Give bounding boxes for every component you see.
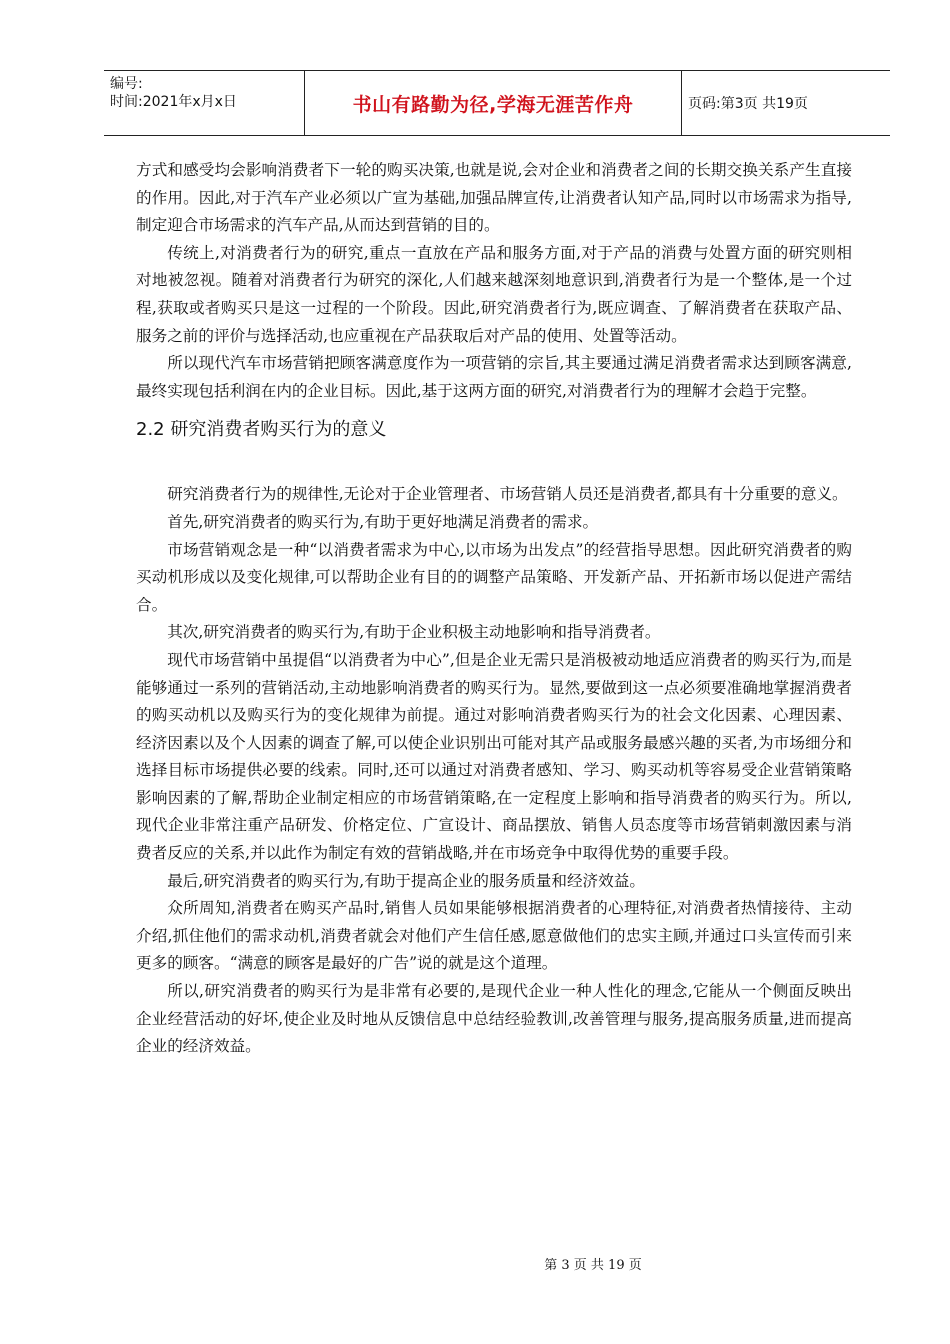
footer-page-number: 第 3 页 共 19 页: [544, 1258, 642, 1273]
body-paragraph: 其次,研究消费者的购买行为,有助于企业积极主动地影响和指导消费者。: [167, 623, 661, 642]
page-header: [104, 70, 890, 136]
body-paragraph: 研究消费者行为的规律性,无论对于企业管理者、市场营销人员还是消费者,都具有十分重要的意义。: [167, 485, 848, 504]
header-motto: 书山有路勤为径,学海无涯苦作舟: [352, 93, 634, 116]
header-meta: [104, 71, 305, 135]
paragraph-group-intro: [136, 157, 852, 405]
section-spacer: [136, 449, 852, 481]
body-paragraph: 所以现代汽车市场营销把顾客满意度作为一项营销的宗旨,其主要通过满足消费者需求达到顾客满意,最终实现包括利润在内的企业目标。因此,基于这两方面的研究,对消费者行为的理解才会趋于完整。: [136, 354, 852, 400]
body-paragraph: 现代市场营销中虽提倡“以消费者为中心”,但是企业无需只是消极被动地适应消费者的购买行为,而是能够通过一系列的营销活动,主动地影响消费者的购买行为。显然,要做到这一点必须要准确地掌握消费者的购买动机以及购买行为的变化规律为前提。通过对影响消费者购买行为的社会文化因素、心理因素、经济因素以及个人因素的调查了解,可以使企业识别出可能对其产品或服务最感兴趣的买者,为市场细分和选择目标市场提供必要的线索。同时,还可以通过对消费者感知、学习、购买动机等容易受企业营销策略影响因素的了解,帮助企业制定相应的市场营销策略,在一定程度上影响和指导消费者的购买行为。所以,现代企业非常注重产品研发、价格定位、广宣设计、商品摆放、销售人员态度等市场营销刺激因素与消费者反应的关系,并以此作为制定有效的营销战略,并在市场竞争中取得优势的重要手段。: [136, 650, 852, 863]
body-paragraph: 方式和感受均会影响消费者下一轮的购买决策,也就是说,会对企业和消费者之间的长期交换关系产生直接的作用。因此,对于汽车产业必须以广宣为基础,加强品牌宣传,让消费者认知产品,同时以市场需求为指导,制定迎合市场需求的汽车产品,从而达到营销的目的。: [136, 161, 852, 235]
document-number-label: 编号:: [110, 76, 143, 92]
page-footer: [0, 1254, 950, 1273]
body-paragraph: 众所周知,消费者在购买产品时,销售人员如果能够根据消费者的心理特征,对消费者热情接待、主动介绍,抓住他们的需求动机,消费者就会对他们产生信任感,愿意做他们的忠实主顾,并通过口头宣传而引来更多的顾客。“满意的顾客是最好的广告”说的就是这个道理。: [136, 899, 852, 973]
body-paragraph: 市场营销观念是一种“以消费者需求为中心,以市场为出发点”的经营指导思想。因此研究消费者的购买动机形成以及变化规律,可以帮助企业有目的的调整产品策略、开发新产品、开拓新市场以促进产需结合。: [136, 540, 852, 614]
body-paragraph: 传统上,对消费者行为的研究,重点一直放在产品和服务方面,对于产品的消费与处置方面的研究则相对地被忽视。随着对消费者行为研究的深化,人们越来越深刻地意识到,消费者行为是一个整体,是一个过程,获取或者购买只是这一过程的一个阶段。因此,研究消费者行为,既应调查、了解消费者在获取产品、服务之前的评价与选择活动,也应重视在产品获取后对产品的使用、处置等活动。: [136, 243, 852, 345]
page-info-text: 页码:第3页 共19页: [688, 96, 808, 112]
body-paragraph: 最后,研究消费者的购买行为,有助于提高企业的服务质量和经济效益。: [167, 871, 645, 890]
paragraph-group-section: [136, 481, 852, 1060]
header-motto-cell: [305, 71, 682, 135]
header-page-info: [682, 71, 890, 135]
body-paragraph: 所以,研究消费者的购买行为是非常有必要的,是现代企业一种人性化的理念,它能从一个侧面反映出企业经营活动的好坏,使企业及时地从反馈信息中总结经验教训,改善管理与服务,提高服务质量,进而提高企业的经济效益。: [136, 982, 852, 1056]
document-body: [136, 157, 852, 1061]
section-heading: 2.2 研究消费者购买行为的意义: [136, 419, 387, 441]
body-paragraph: 首先,研究消费者的购买行为,有助于更好地满足消费者的需求。: [167, 512, 599, 531]
document-date: 时间:2021年x月x日: [110, 94, 237, 110]
